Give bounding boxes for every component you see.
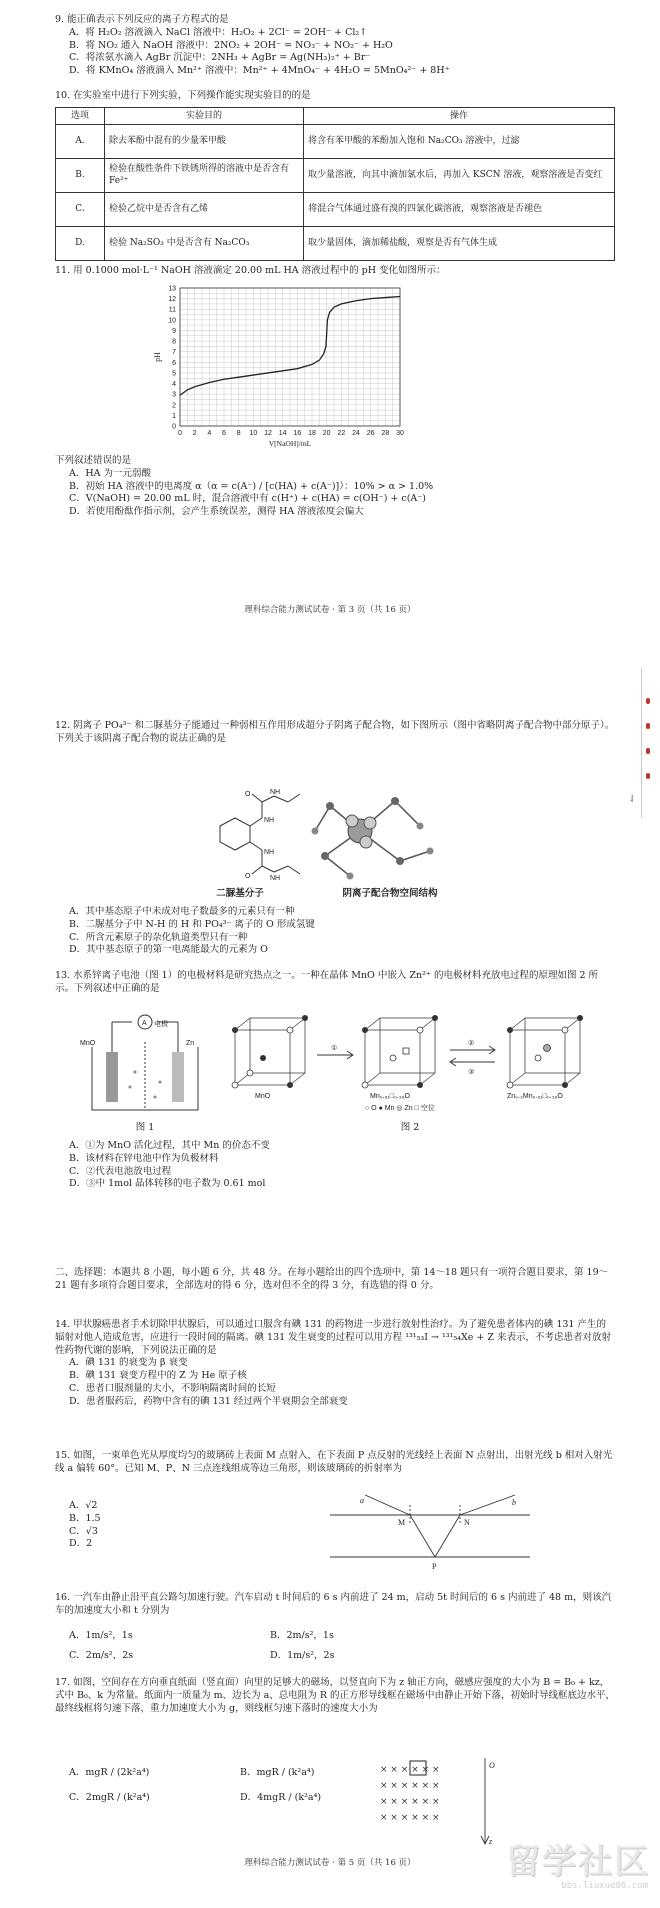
question-title: 9. 能正确表示下列反应的离子方程式的是 <box>55 14 229 25</box>
table-cell: 检验 Na₂SO₃ 中是否含有 Na₂CO₃ <box>105 226 304 260</box>
figure-caption: 图 2 <box>400 1122 420 1133</box>
option-a: A．√2 <box>69 1500 98 1511</box>
svg-text:NH: NH <box>270 875 281 882</box>
x-tick-label: 10 <box>249 430 258 437</box>
section-2-instructions: 二、选择题：本题共 8 小题，每小题 6 分，共 48 分。在每小题给出的四个选项中，第 14～18 题只有一项符合题目要求，第 19～21 题有多项符合题目要求，全部选对的得 6 分，选对但不全的得 3 分，有选错的得 0 分。 <box>55 1267 609 1291</box>
question-title: 16. 一汽车由静止沿平直公路匀加速行驶。汽车启动 t 时间后的 6 s 内前进了 24 m，启动 5t 时间后的 6 s 内前进了 48 m，则该汽车的加速度大小和 t 分别为 <box>55 1592 612 1616</box>
option-c: C．患者口服剂量的大小，不影响隔离时间的长短 <box>69 1383 276 1395</box>
option-a: A．①为 MnO 活化过程，其中 Mn 的价态不变 <box>69 1140 270 1151</box>
y-tick-label: 9 <box>172 327 176 335</box>
figure-caption: 图 1 <box>135 1122 155 1133</box>
site-watermark <box>460 1840 650 1892</box>
magnetic-field-figure <box>375 1758 515 1848</box>
arrow-icon: ⇃ <box>628 794 637 805</box>
table-cell: A. <box>56 124 105 158</box>
diurea-molecule-figure <box>190 776 450 886</box>
svg-text:× × × × × ×: × × × × × × <box>380 1781 440 1791</box>
svg-text:NH: NH <box>270 789 281 796</box>
question-17 <box>55 1677 615 1715</box>
exam-page-5 <box>0 680 660 1908</box>
figure-caption: 阴离子配合物空间结构 <box>342 888 438 899</box>
question-title: 17. 如图，空间存在方向垂直纸面（竖直面）向里的足够大的磁场，以竖直向下为 z 轴正方向，磁感应强度的大小为 B = B₀ + kz，式中 B₀、k 为常量。纸面内一质量为 m、边长为 a、总电阻为 R 的正方形导线框在磁场中由静止开始下落，初始时导线框底边水平，最终线框将匀速下落，重力加速度大小为 g，则线框匀速下落时的速度大小为 <box>55 1677 615 1714</box>
x-tick-label: 30 <box>396 430 404 437</box>
question-15 <box>55 1450 615 1476</box>
table-row <box>56 124 615 158</box>
question-15-options <box>55 1500 255 1551</box>
x-tick-label: 22 <box>337 430 346 437</box>
y-tick-label: 2 <box>172 402 176 410</box>
table-cell: 取少量溶液，向其中滴加氯水后，再加入 KSCN 溶液，观察溶液是否变红 <box>304 158 615 192</box>
question-10 <box>55 90 615 261</box>
question-9 <box>55 14 615 78</box>
svg-text:②: ② <box>468 1040 475 1047</box>
label-m: M <box>398 1518 406 1527</box>
y-tick-label: 3 <box>172 391 176 399</box>
option-a: A．其中基态原子中未成对电子数最多的元素只有一种 <box>69 906 295 917</box>
svg-text:× × × × × ×: × × × × × × <box>380 1813 440 1823</box>
option-a: A．碘 131 的衰变为 β 衰变 <box>69 1357 188 1369</box>
option-b: B．2m/s²，1s <box>270 1630 334 1641</box>
watermark-url: bbs.liuxue86.com <box>561 1881 648 1891</box>
question-title: 12. 阴离子 PO₄³⁻ 和二脲基分子能通过一种弱相互作用形成超分子阴离子配合物，如下图所示（图中省略阴离子配合物中部分原子）。下列关于该阴离子配合物的说法正确的是 <box>55 720 615 744</box>
option-d: D．2 <box>69 1538 93 1550</box>
label-origin: O <box>489 1761 495 1770</box>
table-row <box>56 158 615 192</box>
question-title: 11. 用 0.1000 mol·L⁻¹ NaOH 溶液滴定 20.00 mL HA 溶液过程中的 pH 变化如图所示： <box>55 265 446 276</box>
y-tick-label: 6 <box>172 359 176 367</box>
watermark-logo: 留学社区 <box>506 1842 650 1882</box>
label-mno: MnO <box>80 1040 96 1047</box>
x-tick-label: 0 <box>178 430 182 437</box>
crystal-figure-2 <box>225 1010 605 1115</box>
label-ammeter: A <box>142 1020 147 1027</box>
label-electrode: 电极 <box>154 1021 168 1028</box>
table-cell: 将混合气体通过盛有溴的四氯化碳溶液，观察溶液是否褪色 <box>304 192 615 226</box>
option-b: B．碘 131 衰变方程中的 Z 为 He 原子核 <box>69 1370 247 1382</box>
question-11-options <box>55 455 615 519</box>
page-footer: 理科综合能力测试试卷 · 第 5 页（共 16 页） <box>244 1858 416 1868</box>
question-13 <box>55 970 615 996</box>
x-tick-label: 18 <box>308 430 316 437</box>
option-b: B．初始 HA 溶液中的电离度 α（α = c(A⁻) / [c(HA) + c(A⁻)]）：10% > α > 1.0% <box>69 480 434 492</box>
x-tick-label: 4 <box>207 430 212 437</box>
svg-text:O: O <box>245 873 251 880</box>
table-row <box>56 226 615 260</box>
svg-text:NH: NH <box>264 817 275 824</box>
table-header: 操作 <box>304 107 615 124</box>
y-tick-label: 12 <box>168 296 176 304</box>
label-zn-inserted: Zn₀.₃Mn₀.₆₁□₀.₃₉O <box>507 1093 563 1100</box>
option-c: C．V(NaOH) = 20.00 mL 时，混合溶液中有 c(H⁺) + c(HA) = c(OH⁻) + c(A⁻) <box>69 493 427 505</box>
page-footer: 理科综合能力测试试卷 · 第 3 页（共 16 页） <box>244 605 416 615</box>
x-tick-label: 20 <box>322 430 331 437</box>
table-cell: B. <box>56 158 105 192</box>
question-title: 10. 在实验室中进行下列实验，下列操作能实现实验目的的是 <box>55 90 311 101</box>
table-cell: 检验乙烷中是否含有乙烯 <box>105 192 304 226</box>
question-title: 14. 甲状腺癌患者手术切除甲状腺后，可以通过口服含有碘 131 的药物进一步进行放射性治疗。为了避免患者体内的碘 131 产生的辐射对他人造成危害，应进行一段时间的隔离。碘 131 发生衰变的过程可以用方程 ¹³¹₅₃I → ¹³¹₅₄Xe + Z 来表示，不考虑患者对放射性药物代谢的影响，下列说法正确的是 <box>55 1319 612 1356</box>
table-cell: 除去苯酚中混有的少量苯甲酸 <box>105 124 304 158</box>
table-cell: 取少量固体，滴加稀盐酸，观察是否有气体生成 <box>304 226 615 260</box>
y-axis-label: pH <box>153 352 162 362</box>
svg-text:O: O <box>245 791 251 798</box>
ph-titration-chart <box>150 282 410 452</box>
table-cell: 检验在酸性条件下铁锈所得的溶液中是否含有 Fe²⁺ <box>105 158 304 192</box>
question-stem: 下列叙述错误的是 <box>55 455 132 466</box>
question-13-options <box>55 1140 615 1191</box>
label-p: P <box>432 1562 437 1571</box>
y-tick-label: 4 <box>172 381 176 389</box>
svg-text:× × × × × ×: × × × × × × <box>380 1797 440 1807</box>
svg-text:NH: NH <box>264 849 275 856</box>
question-title: 15. 如图，一束单色光从厚度均匀的玻璃砖上表面 M 点射入，在下表面 P 点反射的光线经上表面 N 点射出，出射光线 b 相对入射光线 a 偏转 60°。已知 M、P、N 三点连线组成等边三角形，则该玻璃砖的折射率为 <box>55 1450 613 1474</box>
option-a: A．将 H₂O₂ 溶液滴入 NaCl 溶液中：H₂O₂ + 2Cl⁻ = 2OH⁻ + Cl₂↑ <box>69 26 368 38</box>
question-12-options <box>55 906 615 957</box>
option-c: C．2m/s²，2s <box>69 1650 134 1661</box>
question-14 <box>55 1319 615 1409</box>
y-tick-label: 8 <box>172 338 176 346</box>
option-b: B．mgR / (k²a⁴) <box>240 1767 315 1778</box>
y-tick-label: 7 <box>172 349 176 357</box>
question-11 <box>55 265 615 278</box>
option-d: D．患者服药后，药物中含有的碘 131 经过两个半衰期会全部衰变 <box>69 1395 348 1407</box>
option-d: D．1m/s²，2s <box>270 1650 335 1661</box>
option-b: B．该材料在锌电池中作为负极材料 <box>69 1152 219 1164</box>
label-z-axis: z <box>489 1837 493 1846</box>
label-activated: Mn₀.₆₁□₀.₃₉O <box>370 1093 410 1100</box>
table-row <box>56 192 615 226</box>
option-d: D．4mgR / (k²a⁴) <box>240 1792 322 1803</box>
option-d: D．其中基态原子的第一电离能最大的元素为 O <box>69 944 268 956</box>
optics-figure <box>330 1495 530 1575</box>
option-b: B．二脲基分子中 N-H 的 H 和 PO₄³⁻ 离子的 O 形成氢键 <box>69 918 315 930</box>
x-tick-label: 28 <box>381 430 390 437</box>
y-tick-label: 11 <box>168 306 176 314</box>
crystal-legend: ○ O ● Mn ◎ Zn □ 空位 <box>365 1105 435 1112</box>
option-c: C．所含元素原子的杂化轨道类型只有一种 <box>69 931 248 943</box>
table-header: 实验目的 <box>105 107 304 124</box>
table-cell: C. <box>56 192 105 226</box>
x-tick-label: 14 <box>278 430 287 437</box>
experiment-table <box>55 107 615 261</box>
table-header: 选项 <box>56 107 105 124</box>
table-cell: D. <box>56 226 105 260</box>
battery-figure-1 <box>80 1012 210 1117</box>
option-d: D．将 KMnO₄ 溶液滴入 Mn²⁺ 溶液中：Mn²⁺ + 4MnO₄⁻ + 4H₂O = 5MnO₄²⁻ + 8H⁺ <box>69 65 450 77</box>
question-title: 13. 水系锌离子电池（图 1）的电极材料是研究热点之一。一种在晶体 MnO 中嵌入 Zn²⁺ 的电极材料充放电过程的原理如图 2 所示。下列叙述中正确的是 <box>55 970 599 994</box>
svg-text:③: ③ <box>468 1069 475 1076</box>
y-tick-label: 0 <box>172 423 176 431</box>
x-tick-label: 6 <box>222 430 226 437</box>
option-d: D．③中 1mol 晶体转移的电子数为 0.61 mol <box>69 1178 266 1190</box>
label-b: b <box>512 1498 516 1507</box>
svg-text:①: ① <box>331 1045 338 1052</box>
option-c: C．2mgR / (k²a⁴) <box>69 1792 150 1803</box>
label-n: N <box>464 1518 470 1527</box>
question-12 <box>55 720 615 746</box>
x-tick-label: 24 <box>352 430 360 437</box>
option-b: B．将 NO₂ 通入 NaOH 溶液中：2NO₂ + 2OH⁻ = NO₃⁻ + NO₂⁻ + H₂O <box>69 39 393 51</box>
x-tick-label: 12 <box>264 430 272 437</box>
x-axis-label: V[NaOH]/mL <box>268 439 312 448</box>
x-tick-label: 8 <box>236 430 241 437</box>
figure-caption: 二脲基分子 <box>216 888 264 899</box>
table-cell: 将含有苯甲酸的苯酚加入饱和 Na₂CO₃ 溶液中，过滤 <box>304 124 615 158</box>
y-tick-label: 13 <box>168 285 176 293</box>
x-tick-label: 16 <box>293 430 302 437</box>
table-header-row <box>56 107 615 124</box>
option-c: C．②代表电池放电过程 <box>69 1165 172 1177</box>
option-d: D．若使用酚酞作指示剂，会产生系统误差，测得 HA 溶液浓度会偏大 <box>69 506 364 518</box>
option-a: A．mgR / (2k²a⁴) <box>69 1767 150 1778</box>
question-16 <box>55 1592 615 1618</box>
label-mno: MnO <box>255 1093 271 1100</box>
option-b: B．1.5 <box>69 1512 101 1524</box>
option-a: A．1m/s²，1s <box>69 1630 133 1641</box>
label-zn: Zn <box>186 1040 195 1047</box>
option-c: C．√3 <box>69 1525 98 1537</box>
y-tick-label: 1 <box>172 412 176 420</box>
y-tick-label: 5 <box>172 370 176 378</box>
exam-page-3 <box>0 0 660 635</box>
label-a: a <box>360 1496 364 1505</box>
option-c: C．将浓氨水滴入 AgBr 沉淀中：2NH₃ + AgBr = Ag(NH₃)₂⁺ + Br⁻ <box>69 52 371 64</box>
x-tick-label: 2 <box>192 430 197 437</box>
y-tick-label: 10 <box>168 317 176 325</box>
x-tick-label: 26 <box>366 430 375 437</box>
option-a: A．HA 为一元弱酸 <box>69 467 152 479</box>
svg-text:× × × × × ×: × × × × × × <box>380 1765 440 1775</box>
